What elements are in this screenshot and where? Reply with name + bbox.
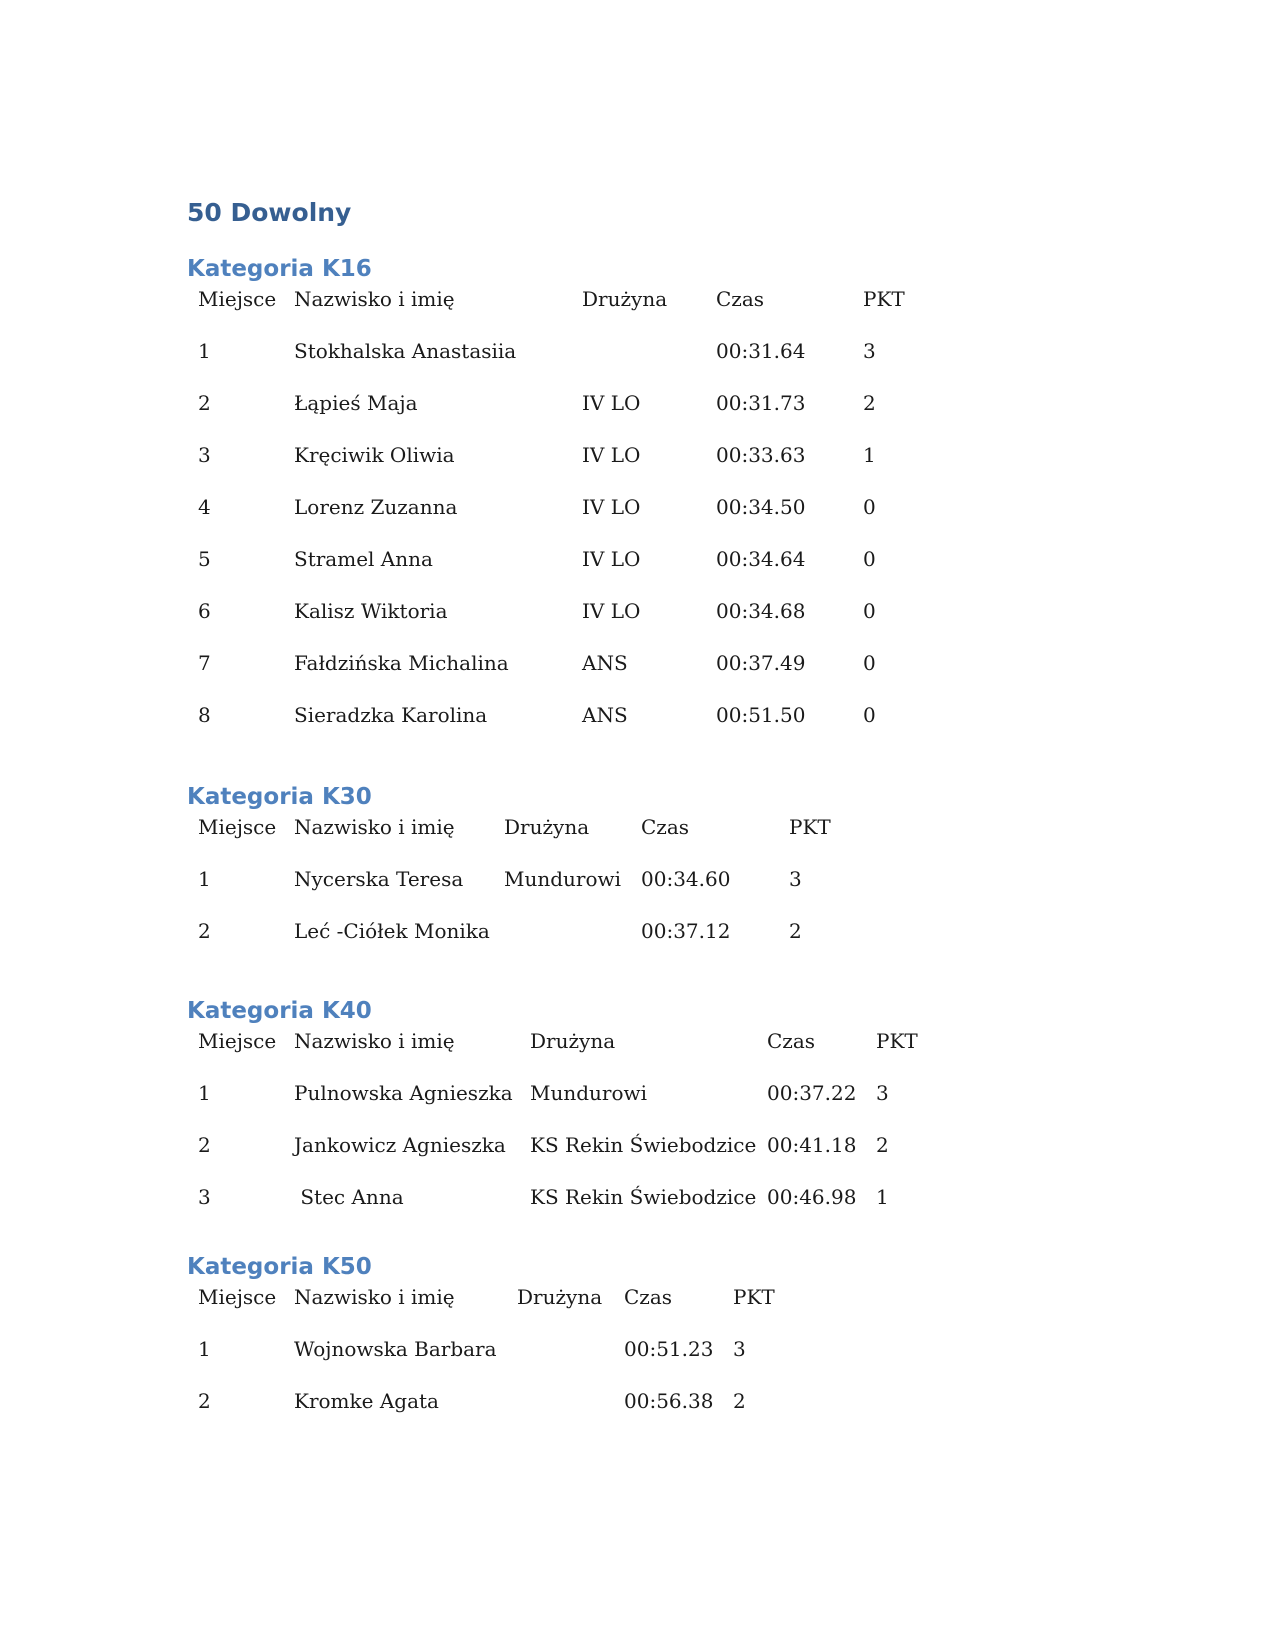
column-header-name: Nazwisko i imię bbox=[294, 1285, 455, 1309]
name-cell: Jankowicz Agnieszka bbox=[294, 1133, 506, 1157]
column-header-time: Czas bbox=[624, 1285, 673, 1309]
category-heading-k16: Kategoria K16 bbox=[187, 256, 372, 282]
time-cell: 00:33.63 bbox=[716, 443, 806, 467]
place-cell: 2 bbox=[198, 1133, 211, 1157]
document-title: 50 Dowolny bbox=[187, 198, 352, 227]
place-cell: 2 bbox=[198, 391, 211, 415]
team-cell: KS Rekin Świebodzice bbox=[530, 1185, 757, 1209]
place-cell: 5 bbox=[198, 547, 211, 571]
column-header-name: Nazwisko i imię bbox=[294, 1029, 455, 1053]
name-cell: Lorenz Zuzanna bbox=[294, 495, 458, 519]
points-cell: 2 bbox=[789, 919, 802, 943]
time-cell: 00:41.18 bbox=[767, 1133, 857, 1157]
points-cell: 0 bbox=[863, 599, 876, 623]
place-cell: 8 bbox=[198, 703, 211, 727]
place-cell: 6 bbox=[198, 599, 211, 623]
team-cell: ANS bbox=[582, 651, 628, 675]
column-header-points: PKT bbox=[789, 815, 831, 839]
points-cell: 3 bbox=[863, 339, 876, 363]
column-header-place: Miejsce bbox=[198, 815, 277, 839]
column-header-points: PKT bbox=[876, 1029, 918, 1053]
time-cell: 00:37.22 bbox=[767, 1081, 857, 1105]
name-cell: Stec Anna bbox=[294, 1185, 404, 1209]
column-header-team: Drużyna bbox=[582, 287, 668, 311]
team-cell: Mundurowi bbox=[530, 1081, 648, 1105]
time-cell: 00:34.50 bbox=[716, 495, 806, 519]
place-cell: 1 bbox=[198, 1337, 211, 1361]
time-cell: 00:56.38 bbox=[624, 1389, 714, 1413]
points-cell: 0 bbox=[863, 703, 876, 727]
name-cell: Kromke Agata bbox=[294, 1389, 439, 1413]
name-cell: Sieradzka Karolina bbox=[294, 703, 488, 727]
points-cell: 2 bbox=[876, 1133, 889, 1157]
name-cell: Stramel Anna bbox=[294, 547, 433, 571]
team-cell: IV LO bbox=[582, 443, 641, 467]
place-cell: 2 bbox=[198, 919, 211, 943]
time-cell: 00:37.49 bbox=[716, 651, 806, 675]
column-header-team: Drużyna bbox=[517, 1285, 603, 1309]
place-cell: 1 bbox=[198, 1081, 211, 1105]
points-cell: 0 bbox=[863, 651, 876, 675]
time-cell: 00:31.73 bbox=[716, 391, 806, 415]
place-cell: 4 bbox=[198, 495, 211, 519]
time-cell: 00:31.64 bbox=[716, 339, 806, 363]
points-cell: 1 bbox=[876, 1185, 889, 1209]
column-header-time: Czas bbox=[716, 287, 765, 311]
time-cell: 00:34.64 bbox=[716, 547, 806, 571]
place-cell: 2 bbox=[198, 1389, 211, 1413]
category-heading-k30: Kategoria K30 bbox=[187, 784, 372, 810]
team-cell: IV LO bbox=[582, 599, 641, 623]
column-header-points: PKT bbox=[863, 287, 905, 311]
column-header-time: Czas bbox=[641, 815, 690, 839]
team-cell: IV LO bbox=[582, 495, 641, 519]
place-cell: 3 bbox=[198, 1185, 211, 1209]
team-cell: IV LO bbox=[582, 547, 641, 571]
name-cell: Stokhalska Anastasiia bbox=[294, 339, 517, 363]
team-cell: ANS bbox=[582, 703, 628, 727]
points-cell: 3 bbox=[733, 1337, 746, 1361]
team-cell: KS Rekin Świebodzice bbox=[530, 1133, 757, 1157]
time-cell: 00:34.60 bbox=[641, 867, 731, 891]
column-header-place: Miejsce bbox=[198, 287, 277, 311]
name-cell: Kręciwik Oliwia bbox=[294, 443, 455, 467]
team-cell: IV LO bbox=[582, 391, 641, 415]
name-cell: Pulnowska Agnieszka bbox=[294, 1081, 513, 1105]
column-header-team: Drużyna bbox=[504, 815, 590, 839]
points-cell: 3 bbox=[789, 867, 802, 891]
place-cell: 3 bbox=[198, 443, 211, 467]
column-header-name: Nazwisko i imię bbox=[294, 815, 455, 839]
points-cell: 2 bbox=[733, 1389, 746, 1413]
place-cell: 7 bbox=[198, 651, 211, 675]
category-heading-k40: Kategoria K40 bbox=[187, 998, 372, 1024]
name-cell: Fałdzińska Michalina bbox=[294, 651, 509, 675]
name-cell: Nycerska Teresa bbox=[294, 867, 464, 891]
time-cell: 00:46.98 bbox=[767, 1185, 857, 1209]
time-cell: 00:37.12 bbox=[641, 919, 731, 943]
column-header-time: Czas bbox=[767, 1029, 816, 1053]
column-header-team: Drużyna bbox=[530, 1029, 616, 1053]
column-header-name: Nazwisko i imię bbox=[294, 287, 455, 311]
points-cell: 1 bbox=[863, 443, 876, 467]
team-cell: Mundurowi bbox=[504, 867, 622, 891]
name-cell: Kalisz Wiktoria bbox=[294, 599, 448, 623]
points-cell: 0 bbox=[863, 547, 876, 571]
time-cell: 00:51.50 bbox=[716, 703, 806, 727]
column-header-points: PKT bbox=[733, 1285, 775, 1309]
place-cell: 1 bbox=[198, 339, 211, 363]
column-header-place: Miejsce bbox=[198, 1285, 277, 1309]
points-cell: 2 bbox=[863, 391, 876, 415]
name-cell: Leć -Ciółek Monika bbox=[294, 919, 490, 943]
place-cell: 1 bbox=[198, 867, 211, 891]
time-cell: 00:34.68 bbox=[716, 599, 806, 623]
points-cell: 0 bbox=[863, 495, 876, 519]
category-heading-k50: Kategoria K50 bbox=[187, 1254, 372, 1280]
time-cell: 00:51.23 bbox=[624, 1337, 714, 1361]
points-cell: 3 bbox=[876, 1081, 889, 1105]
name-cell: Wojnowska Barbara bbox=[294, 1337, 497, 1361]
column-header-place: Miejsce bbox=[198, 1029, 277, 1053]
name-cell: Łąpieś Maja bbox=[294, 391, 418, 415]
